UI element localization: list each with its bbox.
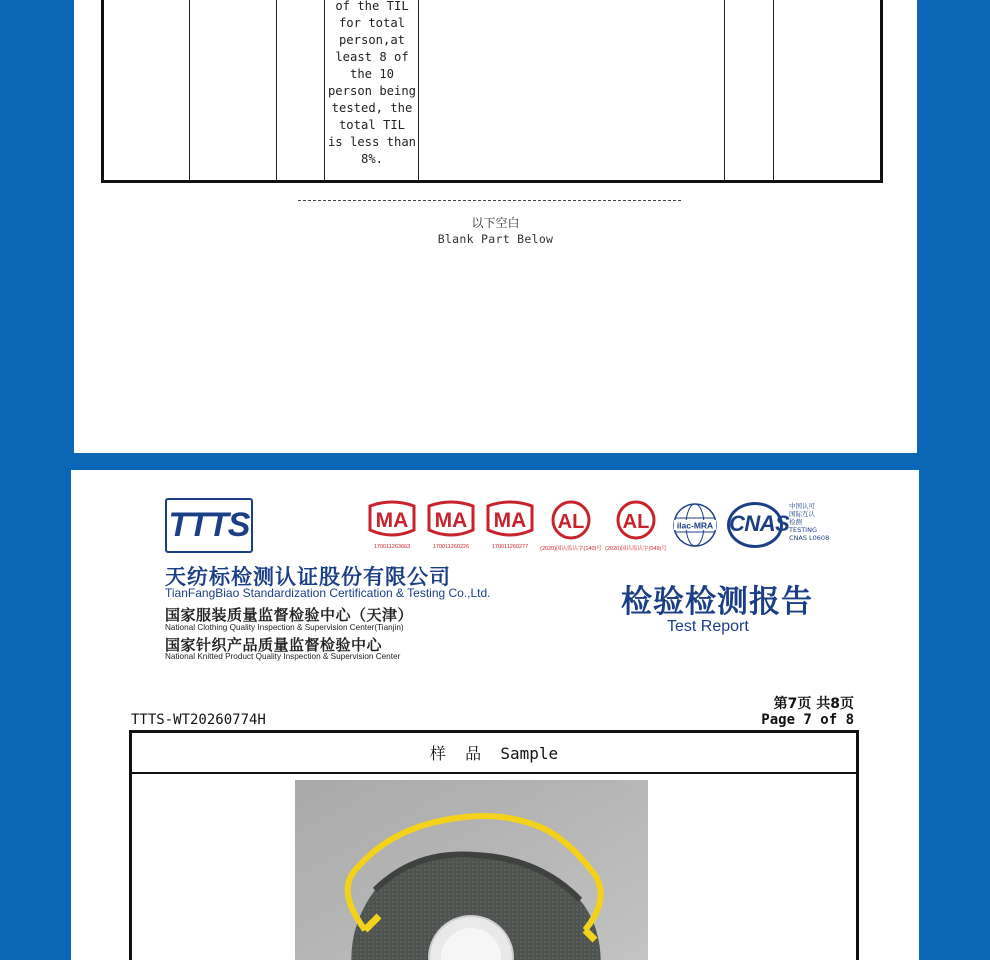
cnas-caption-line: TESTING [789, 526, 817, 534]
seal-mark: MA [434, 509, 468, 532]
criterion-line: of the TIL [335, 0, 409, 13]
logo-text: TTTS [168, 506, 250, 544]
sample-table [129, 730, 859, 960]
clothing-center-en: National Clothing Quality Inspection & Supervision Center(Tianjin) [165, 623, 404, 632]
criterion-line: the 10 [349, 67, 395, 81]
company-name-en: TianFangBiao Standardization Certification & Testing Co.,Ltd. [165, 586, 491, 600]
cnas-caption [789, 502, 829, 542]
criterion-line: person,at [338, 33, 406, 47]
report-title-en: Test Report [667, 618, 749, 635]
cma-seal [367, 500, 417, 550]
report-page-previous [74, 0, 917, 453]
cnas-caption-line: 中国认可 [789, 502, 815, 510]
cnas-caption-line: 国际互认 [789, 510, 815, 518]
cal-seal-icon [549, 500, 593, 542]
report-number: TTTS-WT20260774H [131, 712, 266, 728]
criterion-line: least 8 of [335, 50, 409, 64]
criterion-line: person being [327, 84, 417, 98]
cal-seal [605, 500, 667, 552]
ttts-logo [165, 498, 253, 553]
cma-seal-icon [485, 500, 535, 542]
table-divider [773, 0, 774, 180]
cma-seal [485, 500, 535, 550]
cma-seal-icon [367, 500, 417, 542]
cnas-caption-line: CNAS L0608 [789, 534, 830, 542]
seal-mark: MA [375, 509, 409, 532]
cma-seal-icon [426, 500, 476, 542]
seal-mark: AL [557, 511, 585, 533]
cal-seal-icon [614, 500, 658, 542]
dashed-separator [298, 200, 681, 201]
company-name-zh: 天纺标检测认证股份有限公司 [165, 565, 451, 589]
criterion-line: total TIL [338, 118, 406, 132]
clothing-center-zh: 国家服装质量监督检验中心（天津） [165, 606, 414, 624]
sample-mask-photo [295, 780, 648, 960]
criterion-line: for total [338, 16, 406, 30]
knitted-center-zh: 国家针织产品质量监督检验中心 [165, 636, 383, 654]
knitted-center-en: National Knitted Product Quality Inspection & Supervision Center [165, 652, 401, 661]
ilac-text: ilac-MRA [676, 520, 714, 531]
table-divider [189, 0, 190, 180]
sample-header: 样 品 Sample [132, 733, 856, 774]
criterion-line: 8%. [360, 152, 383, 166]
report-title-zh: 检验检测报告 [621, 584, 813, 620]
cal-seal [540, 500, 602, 552]
seal-caption: (2020)国认监认字(049)号 [605, 546, 667, 552]
criterion-line: is less than [327, 135, 417, 149]
til-criterion-cell [325, 0, 419, 168]
seal-caption: 170011260277 [491, 544, 529, 550]
page-number-zh: 第7页 共8页 [773, 696, 854, 712]
seal-caption: (2020)国认监认字(140)号 [540, 546, 602, 552]
cnas-text: CNAS [729, 511, 790, 536]
cnas-logo [727, 500, 837, 552]
report-page [71, 470, 919, 960]
seal-caption: 170011263663 [373, 544, 411, 550]
cnas-caption-line: 检测 [789, 518, 802, 526]
til-results-table [101, 0, 883, 183]
criterion-line: tested, the [331, 101, 413, 115]
table-divider [276, 0, 277, 180]
ilac-mra-icon [672, 501, 718, 549]
blank-part-label-zh: 以下空白 [471, 216, 520, 230]
seal-mark: AL [622, 511, 650, 533]
seal-caption: 170011260226 [432, 544, 470, 550]
seal-mark: MA [493, 509, 527, 532]
blank-part-label-en: Blank Part Below [437, 232, 554, 246]
table-divider [724, 0, 725, 180]
page-number-en: Page 7 of 8 [761, 712, 854, 728]
cma-seal [426, 500, 476, 550]
